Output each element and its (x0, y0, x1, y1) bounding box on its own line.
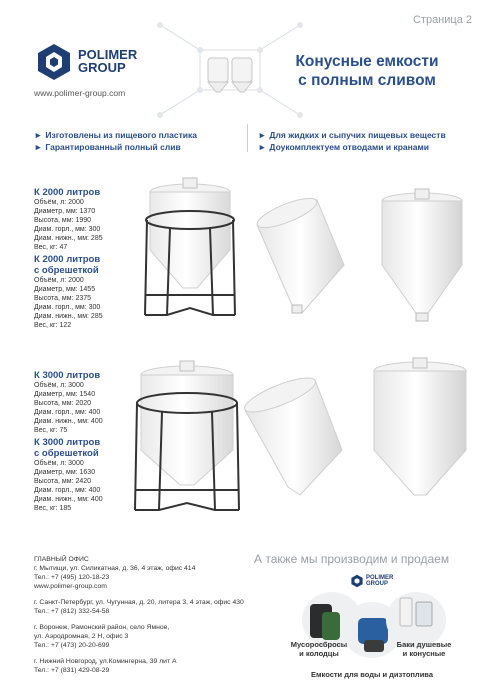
spec-line: Объём, л: 3000 (34, 460, 84, 467)
logo-text (78, 48, 137, 74)
title-line1: Конусные емкости (295, 53, 439, 70)
spec-line: Объём, л: 3000 (34, 382, 84, 389)
spec-line: Диам. нижн., мм: 400 (34, 496, 103, 503)
product-k3000-frame (34, 437, 103, 513)
also-heading: А также мы производим и продаем (254, 552, 450, 566)
spec-line: Высота, мм: 1990 (34, 217, 92, 224)
contact-spb: г. Санкт-Петербург, ул. Чугунная, д. 20, литера 3, 4 этаж, офис 430 Тел.: +7 (812) 332-54-58 (34, 599, 244, 615)
spec-line: Вес, кг: 47 (34, 244, 68, 251)
page-title (272, 52, 462, 90)
tank-3000-image (368, 355, 473, 505)
spec-line: Диаметр, мм: 1540 (34, 391, 96, 398)
spec-line: Диам. горл., мм: 300 (34, 304, 101, 311)
spec-line: Диам. горл., мм: 400 (34, 409, 101, 416)
promo-label-left: Мусоросбросы и колодцы (290, 640, 348, 658)
page-number: Страница 2 (412, 14, 472, 26)
arrow-icon: ► (34, 142, 43, 152)
product-title: К 2000 литров (34, 254, 101, 265)
spec-line: Высота, мм: 2020 (34, 400, 92, 407)
arrow-icon: ► (258, 130, 267, 140)
promo-logo-text: POLIMER GROUP (366, 575, 394, 587)
tank-2000-tilted-image (252, 185, 352, 325)
spec-line: Вес, кг: 75 (34, 427, 68, 434)
contact-main-office: ГЛАВНЫЙ ОФИС г. Мытищи, ул. Силикатная, д. 36, 4 этаж, офис 414 Тел.: +7 (495) 120-18-23 www.polimer-group.com (34, 556, 196, 590)
spec-line: Вес, кг: 185 (34, 505, 72, 512)
product-title: с обрешеткой (34, 265, 99, 276)
product-title: К 3000 литров (34, 437, 101, 448)
tank-3000-tilted-image (240, 365, 350, 505)
promo-label-right: Баки душевые и конусные (396, 640, 452, 658)
product-k3000 (34, 370, 103, 435)
bullet-item: ► Изготовлены из пищевого пластика (34, 130, 198, 140)
logo-mark-icon (34, 42, 74, 82)
contacts (34, 555, 274, 682)
bullets-left (34, 129, 197, 153)
tank-2000-with-frame-image (135, 170, 245, 320)
logo-line2: GROUP (78, 60, 126, 75)
spec-line: Вес, кг: 122 (34, 322, 72, 329)
spec-line: Объём, л: 2000 (34, 277, 84, 284)
spec-line: Диам. нижн., мм: 285 (34, 235, 103, 242)
logo-url: www.polimer-group.com (34, 88, 126, 98)
spec-line: Диам. нижн., мм: 400 (34, 418, 103, 425)
promo-label-bottom: Емкости для воды и дизтоплива (311, 670, 433, 679)
spec-line: Диам. горл., мм: 300 (34, 226, 101, 233)
spec-line: Высота, мм: 2375 (34, 295, 92, 302)
promo-logo-icon (350, 574, 364, 588)
tank-3000-with-frame-image (130, 355, 245, 515)
product-k2000 (34, 187, 103, 252)
arrow-icon: ► (34, 130, 43, 140)
product-title: К 2000 литров (34, 187, 101, 198)
promo-block (284, 572, 460, 692)
spec-line: Объём, л: 2000 (34, 199, 84, 206)
contact-voronezh: г. Воронеж, Рамонский район, село Ямное, ул. Аэродромная, 2 Н, офис 3 Тел.: +7 (473) 20-20-699 (34, 624, 170, 649)
spec-line: Диам. нижн., мм: 285 (34, 313, 103, 320)
bullet-item: ► Для жидких и сыпучих пищевых веществ (258, 130, 446, 140)
contact-nnovgorod: г. Нижний Новгород, ул.Комингерна, 39 лит А Тел.: +7 (831) 429-08-29 (34, 658, 177, 674)
product-title: с обрешеткой (34, 448, 99, 459)
spec-line: Диам. горл., мм: 400 (34, 487, 101, 494)
spec-line: Диаметр, мм: 1370 (34, 208, 96, 215)
tank-2000-image (372, 185, 472, 325)
spec-line: Высота, мм: 2420 (34, 478, 92, 485)
spec-line: Диаметр, мм: 1455 (34, 286, 96, 293)
logo-line1: POLIMER (78, 47, 138, 62)
spec-line: Диаметр, мм: 1630 (34, 469, 96, 476)
product-title: К 3000 литров (34, 370, 101, 381)
bullet-item: ► Гарантированный полный слив (34, 142, 181, 152)
bullets-right (258, 129, 446, 153)
title-line2: с полным сливом (298, 72, 436, 89)
arrow-icon: ► (258, 142, 267, 152)
product-k2000-frame (34, 254, 103, 330)
bullets-divider (247, 124, 248, 152)
bullet-item: ► Доукомплектуем отводами и кранами (258, 142, 430, 152)
